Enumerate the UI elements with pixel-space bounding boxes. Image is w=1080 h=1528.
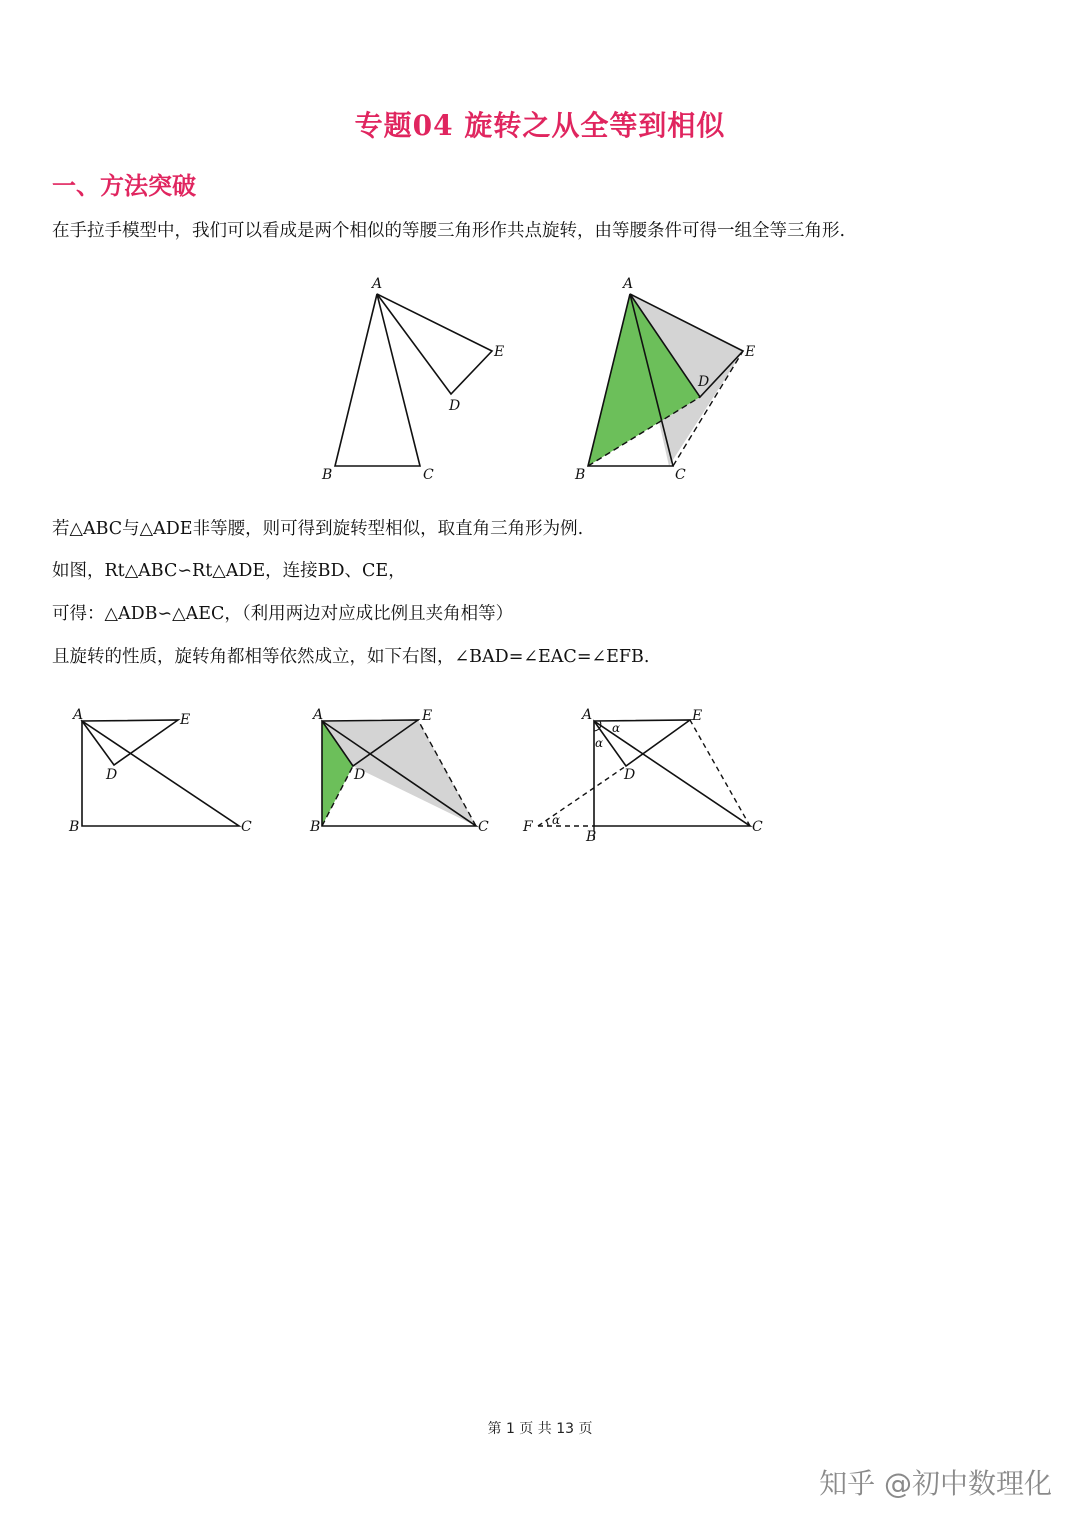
label-A: A (313, 707, 324, 723)
label-B: B (575, 467, 586, 483)
label-B: B (322, 467, 333, 483)
label-A: A (73, 707, 84, 723)
label-alpha-left: α (595, 736, 604, 750)
label-A: A (623, 276, 634, 292)
label-D: D (624, 767, 636, 783)
label-C: C (675, 467, 686, 483)
label-C: C (478, 819, 489, 835)
label-alpha-top: α (612, 721, 621, 735)
section-heading: 一、方法突破 (52, 171, 196, 200)
paragraph-5: 且旋转的性质，旋转角都相等依然成立，如下右图，∠BAD=∠EAC=∠EFB. (52, 647, 650, 667)
label-E: E (692, 708, 703, 724)
figure-isosceles-shaded (565, 272, 775, 487)
label-D: D (106, 767, 118, 783)
paragraph-3: 如图，Rt△ABC∽Rt△ADE，连接BD、CE， (52, 561, 406, 581)
page-footer: 第 1 页 共 13 页 (487, 1421, 593, 1437)
watermark: 知乎 @初中数理化 (819, 1467, 1052, 1500)
label-E: E (180, 712, 191, 728)
label-C: C (241, 819, 252, 835)
paragraph-1: 在手拉手模型中，我们可以看成是两个相似的等腰三角形作共点旋转，由等腰条件可得一组全等三角形. (52, 221, 846, 241)
label-E: E (745, 344, 756, 360)
label-D: D (354, 767, 366, 783)
label-B: B (69, 819, 80, 835)
label-A: A (372, 276, 383, 292)
figure-right-plain (64, 704, 264, 844)
label-E: E (422, 708, 433, 724)
label-E: E (494, 344, 505, 360)
figure-right-shaded (302, 704, 502, 844)
paragraph-2: 若△ABC与△ADE非等腰，则可得到旋转型相似，取直角三角形为例. (52, 519, 584, 539)
figure-right-angle-F (518, 704, 778, 849)
label-D: D (698, 374, 710, 390)
figure-isosceles-plain (310, 272, 520, 487)
label-C: C (752, 819, 763, 835)
label-A: A (582, 707, 593, 723)
label-F: F (523, 819, 533, 835)
page-title: 专题04 旋转之从全等到相似 (354, 109, 726, 142)
label-B: B (310, 819, 321, 835)
paragraph-4: 可得：△ADB∽△AEC，（利用两边对应成比例且夹角相等） (52, 604, 514, 624)
label-alpha-F: α (552, 813, 561, 827)
label-B: B (586, 829, 597, 845)
label-C: C (423, 467, 434, 483)
label-D: D (449, 398, 461, 414)
